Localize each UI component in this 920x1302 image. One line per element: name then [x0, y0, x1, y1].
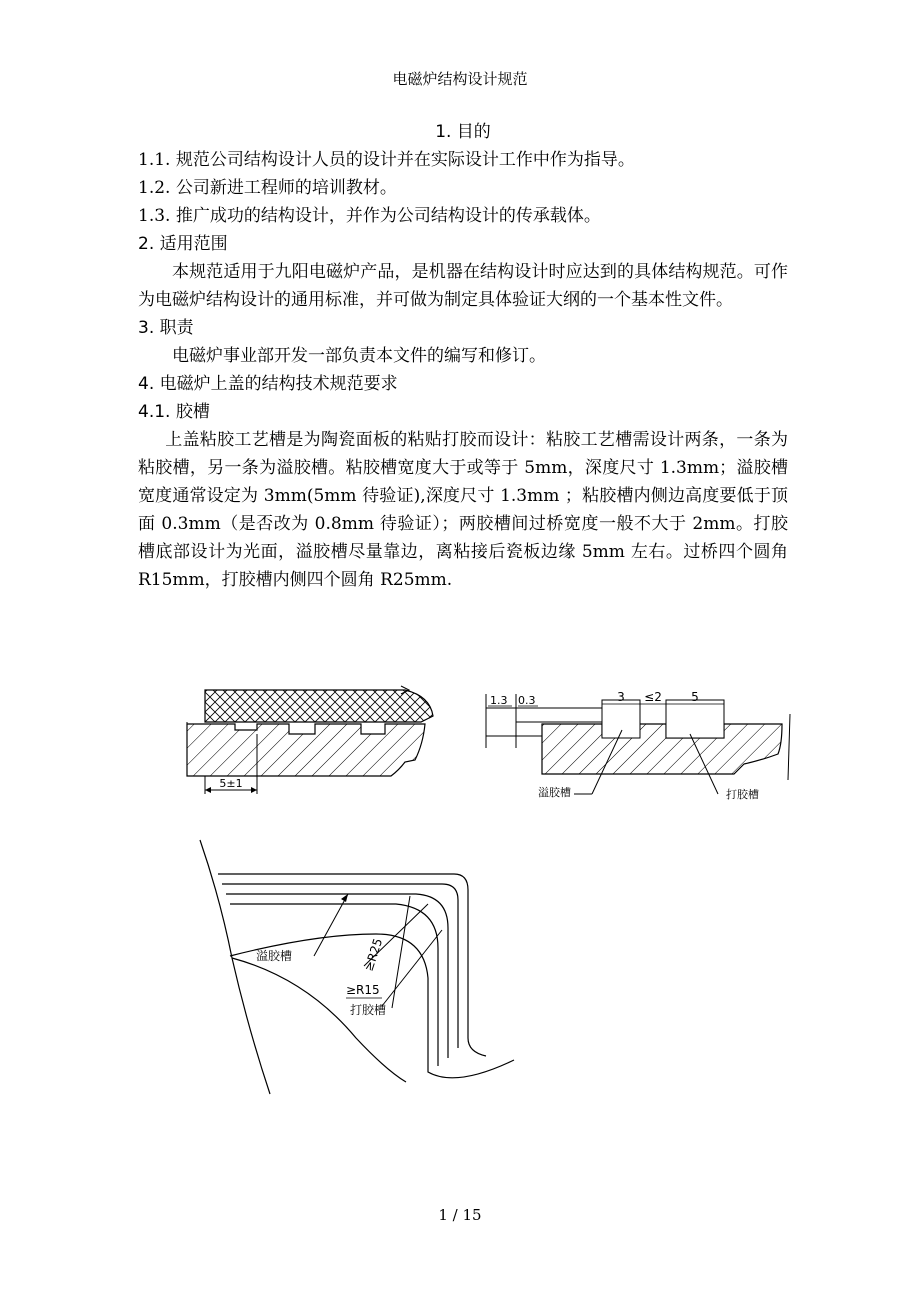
- plan-label-glue-groove: 打胶槽: [350, 1003, 387, 1017]
- right-dimension-le2: ≤2: [644, 690, 662, 704]
- plan-label-overflow-groove: 溢胶槽: [256, 949, 293, 963]
- document-body: [138, 118, 788, 594]
- section-4-1-title: 4.1. 胶槽: [138, 402, 210, 422]
- plan-label-r25: ≥R25: [361, 936, 386, 973]
- right-label-overflow-groove: 溢胶槽: [538, 786, 571, 799]
- section-3-body: 电磁炉事业部开发一部负责本文件的编写和修订。: [172, 346, 546, 366]
- section-1-title: 1. 目的: [435, 122, 491, 142]
- section-3-title: 3. 职责: [138, 318, 194, 338]
- left-dimension-label: 5±1: [219, 777, 243, 790]
- right-dimension-0-3: 0.3: [518, 694, 536, 707]
- right-label-glue-groove: 打胶槽: [726, 788, 759, 801]
- item-1-1: 1.1. 规范公司结构设计人员的设计并在实际设计工作中作为指导。: [138, 150, 635, 170]
- item-1-2: 1.2. 公司新进工程师的培训教材。: [138, 178, 397, 198]
- right-dimension-1-3: 1.3: [490, 694, 508, 707]
- left-section-figure: [185, 682, 445, 802]
- item-1-3: 1.3. 推广成功的结构设计，并作为公司结构设计的传承载体。: [138, 206, 601, 226]
- right-section-figure: [482, 684, 800, 808]
- right-dimension-5: 5: [691, 690, 699, 704]
- section-2-body: 本规范适用于九阳电磁炉产品，是机器在结构设计时应达到的具体结构规范。可作为电磁炉结构设计的通用标准，并可做为制定具体验证大纲的一个基本性文件。: [138, 262, 788, 310]
- plan-label-r15: ≥R15: [346, 983, 380, 997]
- plan-view-figure: [196, 838, 536, 1100]
- page-number: 1 / 15: [438, 1206, 482, 1224]
- right-dimension-3: 3: [617, 690, 625, 704]
- section-2-title: 2. 适用范围: [138, 234, 228, 254]
- section-4-1-body: 上盖粘胶工艺槽是为陶瓷面板的粘贴打胶而设计：粘胶工艺槽需设计两条，一条为粘胶槽，另一条为溢胶槽。粘胶槽宽度大于或等于 5mm，深度尺寸 1.3mm；溢胶槽宽度通常设定为 3mm(5mm 待验证),深度尺寸 1.3mm ；粘胶槽内侧边高度要低于顶面 0.3mm（是否改为 0.8mm 待验证）；两胶槽间过桥宽度一般不大于 2mm。打胶槽底部设计为光面，溢胶槽尽量靠边，离粘接后瓷板边缘 5mm 左右。过桥四个圆角 R15mm，打胶槽内侧四个圆角 R25mm.: [138, 430, 788, 590]
- section-4-title: 4. 电磁炉上盖的结构技术规范要求: [138, 374, 398, 394]
- page-header: 电磁炉结构设计规范: [392, 70, 528, 88]
